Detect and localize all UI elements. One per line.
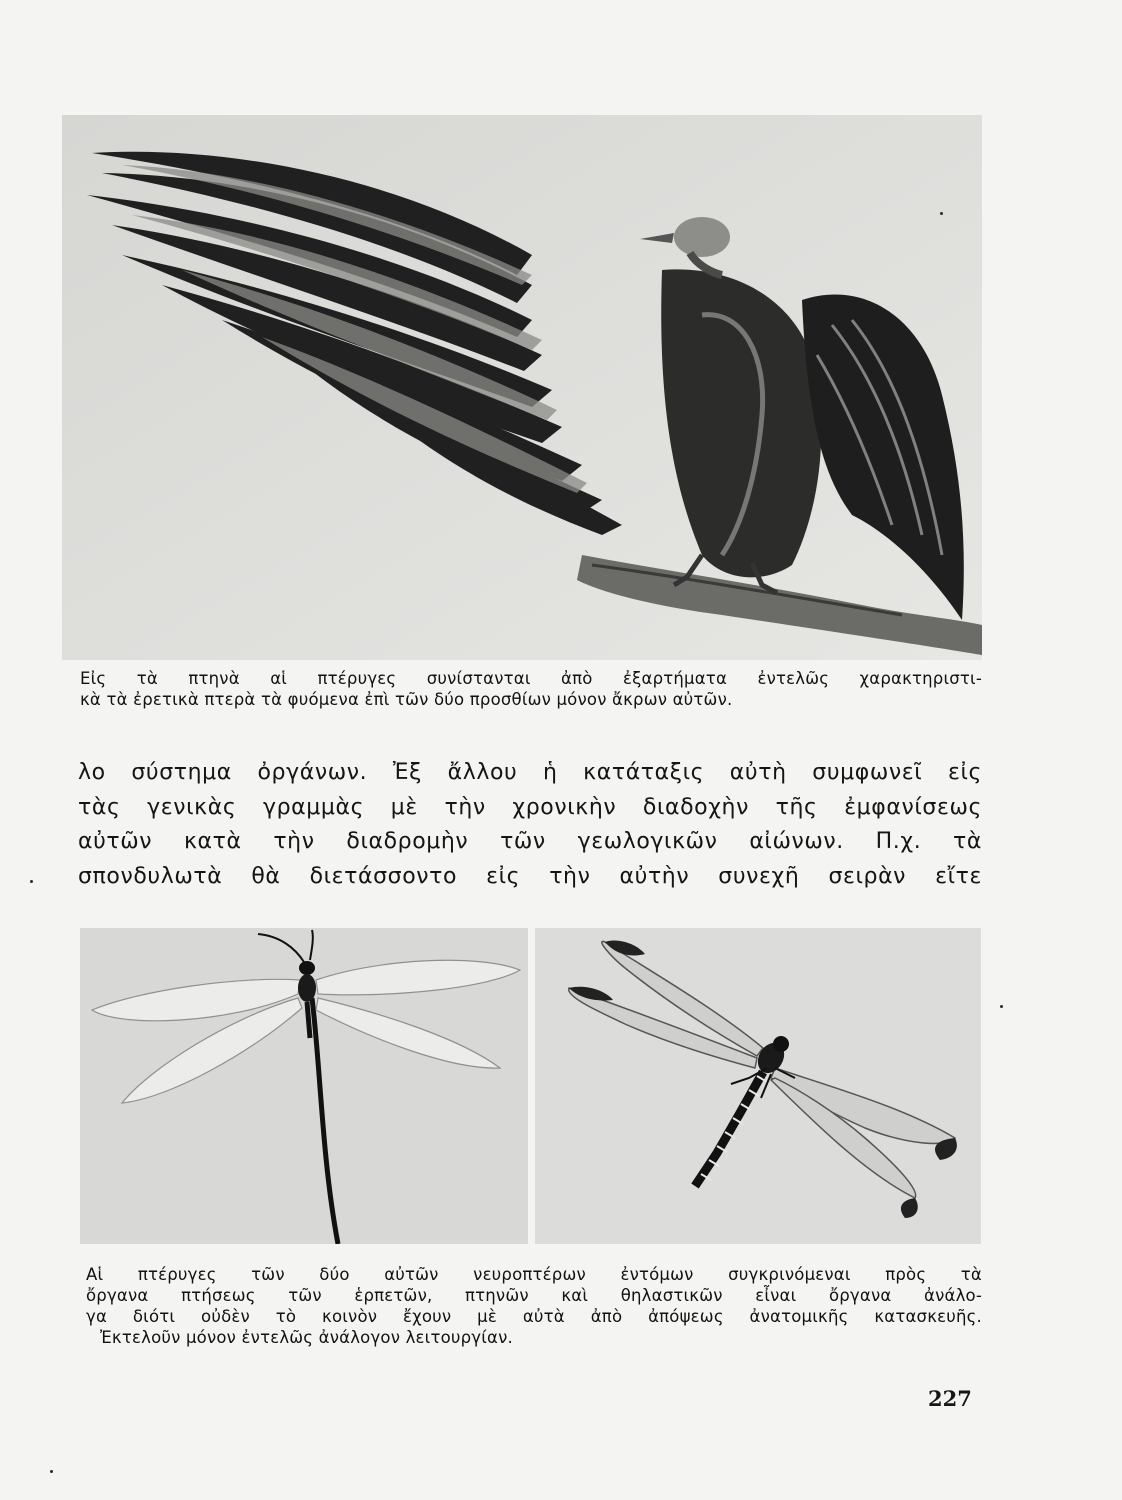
- dragonfly-illustration: [535, 928, 981, 1244]
- scan-speck: [50, 1470, 53, 1473]
- body-line: αὐτῶν κατὰ τὴν διαδρομὴν τῶν γεωλογικῶν αἰώνων. Π.χ. τὰ: [78, 829, 982, 854]
- bird-wing-illustration: [62, 115, 982, 660]
- body-line: σπονδυλωτὰ θὰ διετάσσοντο εἰς τὴν αὐτὴν συνεχῆ σειρὰν εἴτε: [78, 863, 982, 889]
- bird-wing-photo: [62, 115, 982, 660]
- dragonfly-photo: [535, 928, 981, 1244]
- caption-line: γα διότι οὐδὲν τὸ κοινὸν ἔχουν μὲ αὐτὰ ἀπὸ ἀπόψεως ἀνατομικῆς κατασκευῆς.: [86, 1307, 982, 1326]
- caption-line: ὄργανα πτήσεως τῶν ἑρπετῶν, πτηνῶν καὶ θηλαστικῶν εἶναι ὄργανα ἀνάλο-: [86, 1286, 982, 1305]
- caption-line: κὰ τὰ ἐρετικὰ πτερὰ τὰ φυόμενα ἐπὶ τῶν δύο προσθίων μόνον ἄκρων αὐτῶν.: [80, 690, 733, 709]
- scan-speck: [1000, 1005, 1003, 1008]
- insects-photo-caption: [86, 1264, 982, 1348]
- body-line: τὰς γενικὰς γραμμὰς μὲ τὴν χρονικὴν διαδοχὴν τῆς ἐμφανίσεως: [78, 794, 982, 820]
- lacewing-photo: [80, 928, 528, 1244]
- bird-photo-caption: [80, 668, 982, 710]
- lacewing-illustration: [80, 928, 528, 1244]
- caption-line: Εἰς τὰ πτηνὰ αἱ πτέρυγες συνίστανται ἀπὸ ἐξαρτήματα ἐντελῶς χαρακτηριστι-: [80, 669, 982, 688]
- caption-line: Ἐκτελοῦν μόνον ἐντελῶς ἀνάλογον λειτουργίαν.: [100, 1328, 513, 1347]
- scan-speck: [940, 212, 943, 215]
- body-paragraph: [78, 756, 982, 894]
- scan-speck: [30, 880, 33, 883]
- caption-line: Αἱ πτέρυγες τῶν δύο αὐτῶν νευροπτέρων ἐντόμων συγκρινόμεναι πρὸς τὰ: [86, 1265, 982, 1284]
- body-line: λο σύστημα ὀργάνων. Ἐξ ἄλλου ἡ κατάταξις αὐτὴ συμφωνεῖ εἰς: [78, 760, 982, 785]
- page-number: 227: [928, 1386, 972, 1411]
